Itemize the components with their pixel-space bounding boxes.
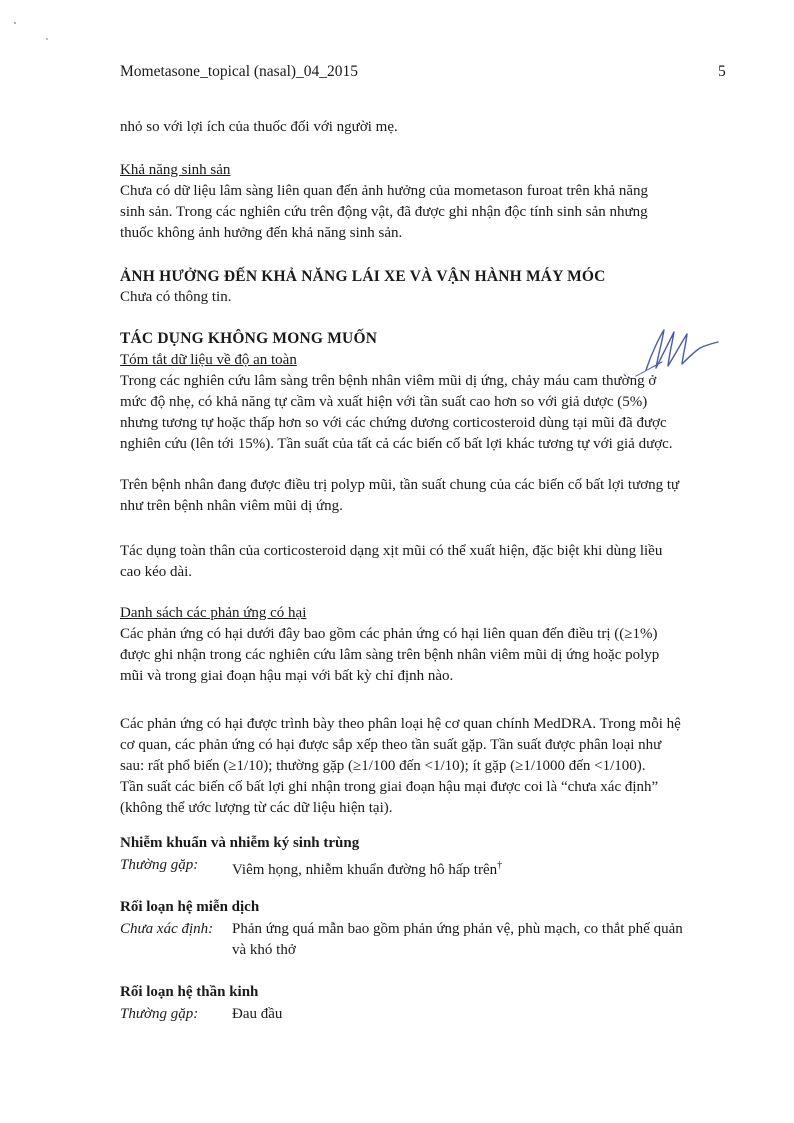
meddra-paragraph [120,714,732,819]
text-line: nhưng tương tự hoặc thấp hơn so với các chứng dương corticosteroid dùng tại mũi đã được [120,415,667,431]
text-line: được ghi nhận trong các nghiên cứu lâm sàng trên bệnh nhân viêm mũi dị ứng hoặc polyp [120,647,660,663]
text-line: Chưa có dữ liệu lâm sàng liên quan đến ảnh hưởng của mometason furoat trên khả năng [120,183,649,199]
page-number: 5 [718,63,726,80]
text-line: nhỏ so với lợi ích của thuốc đối với người mẹ. [120,119,398,135]
soc-immune-heading: Rối loạn hệ miễn dịch [120,899,260,915]
fertility-title: Khả năng sinh sản [120,162,231,178]
text-line: mũi và trong giai đoạn hậu mại với bất kỳ chỉ định nào. [120,668,454,684]
document-header-title: Mometasone_topical (nasal)_04_2015 [120,63,359,80]
text-line: (không thể ước lượng từ các dữ liệu hiện tại). [120,800,393,816]
reaction-text: Viêm họng, nhiễm khuẩn đường hô hấp trên [232,862,498,878]
text-line: Trên bệnh nhân đang được điều trị polyp mũi, tần suất chung của các biến cố bất lợi tương tự [120,477,680,493]
safety-summary-title: Tóm tắt dữ liệu về độ an toàn [120,352,297,368]
driving-heading: ẢNH HƯỞNG ĐẾN KHẢ NĂNG LÁI XE VÀ VẬN HÀNH MÁY MÓC [120,268,606,285]
frequency-label: Thường gặp: [120,1006,199,1022]
continuation-paragraph [120,117,732,138]
text-line: Trong các nghiên cứu lâm sàng trên bệnh nhân viêm mũi dị ứng, chảy máu cam thường ở [120,373,657,389]
dagger-footnote-mark: † [497,860,503,871]
frequency-value: Đau đầu [232,1006,283,1022]
handwritten-signature [632,322,722,382]
fertility-section [120,160,732,244]
text-line: cao kéo dài. [120,564,193,580]
nasal-polyp-paragraph [120,475,732,517]
text-line: Các phản ứng có hại dưới đây bao gồm các phản ứng có hại liên quan đến điều trị ((≥1%) [120,626,658,642]
text-line: và khó thở [232,942,296,958]
text-line: Tác dụng toàn thân của corticosteroid dạng xịt mũi có thể xuất hiện, đặc biệt khi dùng liều [120,543,663,559]
adverse-reactions-list-section [120,603,732,687]
text-line: Các phản ứng có hại được trình bày theo phân loại hệ cơ quan chính MedDRA. Trong mỗi hệ [120,716,681,732]
adverse-reactions-list-title: Danh sách các phản ứng có hại [120,605,307,621]
text-line: thuốc không ảnh hưởng đến khả năng sinh sản. [120,225,403,241]
text-line: nghiên cứu (lên tới 15%). Tần suất của tất cả các biến cố bất lợi khác tương tự với giả dược. [120,436,673,452]
text-line: Phản ứng quá mẫn bao gồm phản ứng phản vệ, phù mạch, co thắt phế quản [232,921,683,937]
frequency-label: Thường gặp: [120,857,199,873]
text-line: cơ quan, các phản ứng có hại được sắp xếp theo tần suất gặp. Tần suất được phân loại như [120,737,662,753]
systemic-effects-paragraph [120,541,732,583]
text-line: mức độ nhẹ, có khả năng tự cầm và xuất hiện với tần suất cao hơn so với giả dược (5%) [120,394,648,410]
soc-immune-row [120,919,732,961]
text-line: sinh sản. Trong các nghiên cứu trên động vật, đã được ghi nhận độc tính sinh sản nhưng [120,204,648,220]
text-line: Tần suất các biến cố bất lợi ghi nhận trong giai đoạn hậu mại được coi là “chưa xác định” [120,779,659,795]
soc-infections-heading: Nhiễm khuẩn và nhiễm ký sinh trùng [120,835,360,851]
soc-nervous-heading: Rối loạn hệ thần kinh [120,984,259,1000]
scan-speck [14,22,16,24]
frequency-value [232,919,732,961]
text-line: sau: rất phổ biến (≥1/10); thường gặp (≥1/100 đến <1/10); ít gặp (≥1/1000 đến <1/100). [120,758,646,774]
driving-text: Chưa có thông tin. [120,289,232,305]
scan-speck [46,38,48,40]
frequency-label: Chưa xác định: [120,921,214,937]
frequency-value [232,855,732,881]
adverse-effects-heading: TÁC DỤNG KHÔNG MONG MUỐN [120,330,378,347]
text-line: như trên bệnh nhân viêm mũi dị ứng. [120,498,343,514]
